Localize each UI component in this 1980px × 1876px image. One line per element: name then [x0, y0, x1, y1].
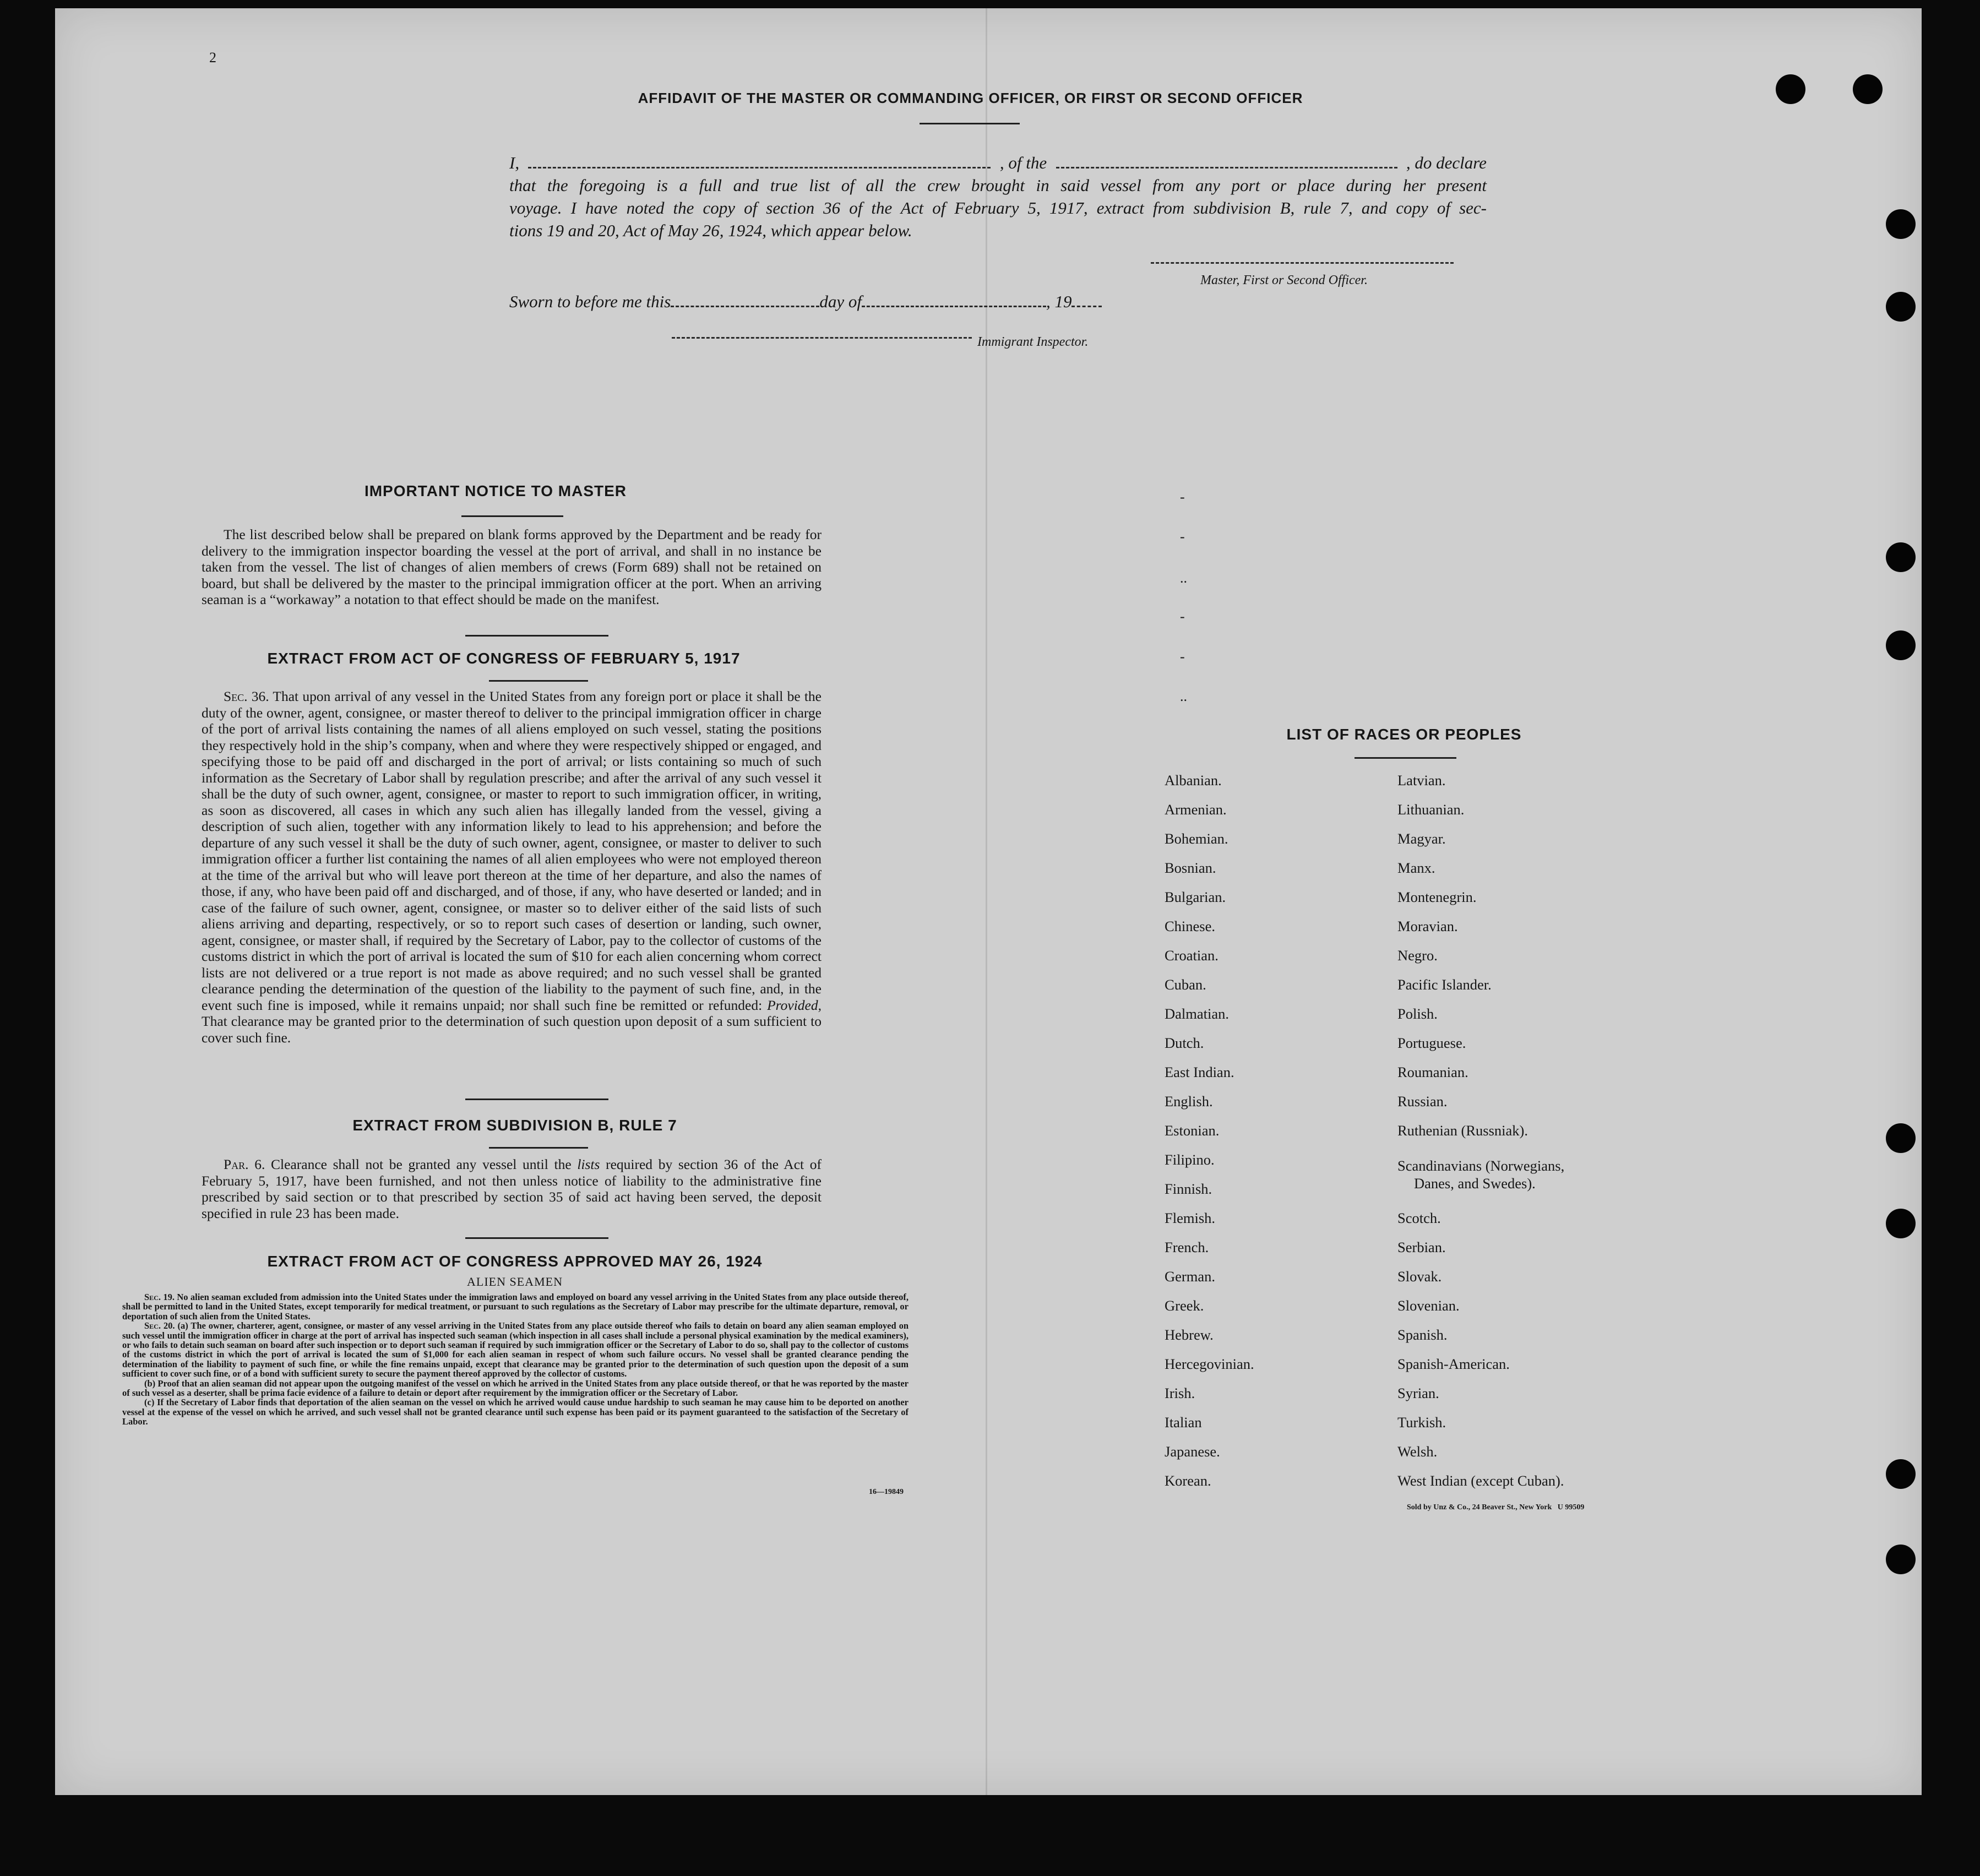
form-number: 16—19849 — [869, 1488, 904, 1496]
races-rule — [1355, 757, 1456, 759]
sworn-day: day of — [819, 292, 862, 311]
race-item: Chinese. — [1165, 918, 1215, 934]
race-item: Bulgarian. — [1165, 889, 1226, 905]
race-item: Ruthenian (Russniak). — [1397, 1122, 1528, 1139]
rule7-rule — [489, 1147, 588, 1149]
sworn-year-blank — [1071, 296, 1102, 307]
race-item: Bosnian. — [1165, 860, 1216, 876]
race-item: Manx. — [1397, 860, 1435, 876]
provided-label: Provided, — [767, 997, 822, 1013]
race-item: Spanish-American. — [1397, 1356, 1510, 1372]
race-item: Irish. — [1165, 1385, 1195, 1401]
sworn-year: , 19 — [1046, 292, 1072, 311]
rule7-text-a: Clearance shall not be granted any vessel until the — [271, 1156, 572, 1172]
race-item: West Indian (except Cuban). — [1397, 1472, 1564, 1489]
affidavit-line-2: that the foregoing is a full and true list of all the crew brought in said vessel from any port or place during her present — [509, 176, 1487, 195]
race-item: Slovenian. — [1397, 1297, 1460, 1314]
signature-caption: Master, First or Second Officer. — [1200, 273, 1368, 287]
race-item: Korean. — [1165, 1472, 1211, 1489]
punch-hole-1 — [1776, 74, 1805, 104]
sworn-line — [509, 292, 1102, 312]
race-item: English. — [1165, 1093, 1213, 1110]
race-item: Turkish. — [1397, 1414, 1446, 1431]
race-item: Latvian. — [1397, 772, 1446, 789]
race-item: Russian. — [1397, 1093, 1448, 1110]
punch-hole-10 — [1886, 1545, 1916, 1574]
inspector-line — [672, 337, 972, 339]
race-item: Syrian. — [1397, 1385, 1439, 1401]
race-item: Roumanian. — [1397, 1064, 1468, 1080]
affidavit-body — [509, 151, 1487, 242]
affidavit-of-the: , of the — [999, 153, 1047, 172]
extract-1917-heading: EXTRACT FROM ACT OF CONGRESS OF FEBRUARY 5, 1917 — [267, 650, 741, 667]
notice-heading: IMPORTANT NOTICE TO MASTER — [364, 482, 627, 499]
race-item: Croatian. — [1165, 947, 1219, 964]
vessel-blank — [1056, 157, 1397, 168]
race-item: Bohemian. — [1165, 830, 1228, 847]
sec20a-paragraph — [122, 1321, 909, 1378]
race-item: Serbian. — [1397, 1239, 1446, 1255]
notice-rule — [461, 515, 563, 517]
punch-hole-2 — [1853, 74, 1883, 104]
race-item: Japanese. — [1165, 1443, 1220, 1460]
name-blank — [528, 157, 991, 168]
race-item: Cuban. — [1165, 976, 1206, 993]
race-item: Danes, and Swedes). — [1414, 1175, 1536, 1192]
sworn-prefix: Sworn to before me this — [509, 292, 671, 311]
rule7-divider — [465, 1237, 608, 1239]
race-item: Italian — [1165, 1414, 1202, 1431]
affidavit-declare: , do declare — [1406, 153, 1487, 172]
sec36-text: That upon arrival of any vessel in the United States from any foreign port or place it shall be the duty of the owner, agent, consignee, or master thereof to deliver to the principal immigration officer in charge of the port of arrival lists containing the names of all aliens employed on such vessel, stating the positions they respectively hold in the ship’s company, when and where they were respectively shipped or engaged, and specifying those to be paid off and discharged in the port of arrival; or lists containing so much of such information as the Secretary of Labor shall by regulation prescribe; and after the arrival of any such vessel it shall be the duty of such owner, agent, consignee, or master to report to such immigration officer, in writing, as soon as discovered, all cases in which any such alien has illegally landed from the vessel, giving a description of such alien, together with any information likely to lead to his apprehension; and before the departure of any such vessel it shall be the duty of such owner, agent, consignee, or master to deliver to such immigration officer a further list containing the names of all alien employees who were not employed thereon at the time of the arrival but who will leave port thereon at the time of her departure, and also the names of those, if any, who have been paid off and discharged, and of those, if any, who have deserted or landed; and in case of the failure of such owner, agent, consignee, or master so to deliver either of the said lists of such aliens arriving and departing, respectively, or so to report such cases of desertion or landing, such owner, agent, consignee, or master shall, if required by the Secretary of Labor, pay to the collector of customs of the customs district in which the port of arrival is located the sum of $10 for each alien concerning whom correct lists are not delivered or a true report is not made as above required; and no such vessel shall be granted clearance pending the determination of the question of the liability to the payment of such fine, and, in the event such fine is imposed, while it remains unpaid; nor shall such fine be remitted or refunded: — [202, 688, 822, 1013]
sworn-month-blank — [862, 296, 1046, 307]
lists-word: lists — [577, 1156, 600, 1172]
extract-1924-heading: EXTRACT FROM ACT OF CONGRESS APPROVED MAY 26, 1924 — [267, 1253, 763, 1270]
race-item: Montenegrin. — [1397, 889, 1477, 905]
punch-hole-5 — [1886, 542, 1916, 572]
sec19-paragraph — [122, 1292, 909, 1321]
race-item: Pacific Islander. — [1397, 976, 1492, 993]
inspector-caption: Immigrant Inspector. — [977, 335, 1089, 349]
race-item: Slovak. — [1397, 1268, 1442, 1285]
signature-line — [1151, 262, 1454, 264]
race-item: East Indian. — [1165, 1064, 1234, 1080]
extract-1924-text — [122, 1292, 909, 1427]
sec20c-text: (c) If the Secretary of Labor finds that deportation of the alien seaman on the vessel on which he arrived would cause undue hardship to such seaman he may cause him to be deported on another vessel at the expense of the vessel on which he arrived, and such vessel shall not be granted clearance until such expense has been paid or its payment guaranteed to the satisfaction of the Secretary of Labor. — [122, 1397, 909, 1427]
race-item: Greek. — [1165, 1297, 1204, 1314]
sec20a-text: (a) The owner, charterer, agent, consignee, or master of any vessel arriving in the United States from any place outside thereof who fails to detain on board any alien seaman employed on such vessel until the immigration officer in charge at the port of arrival has inspected such seaman (which inspection in all cases shall include a personal physical examination by the medical examiners), or who fails to detain such seaman on board after such inspection or to deport such seaman if required by such immigration officer or the Secretary of Labor to do so, shall pay to the collector of customs of the customs district in which the port of arrival is located the sum of $1,000 for each alien seaman in respect of whom such failure occurs. No vessel shall be granted clearance pending the determination of the liability to payment of such fine, or while the fine remains unpaid, except that clearance may be granted prior to the determination of such question upon the deposit of a sum sufficient to cover such fine, or of a bond with sufficient surety to secure the payment thereof approved by the collector of customs. — [122, 1320, 909, 1379]
race-item: Portuguese. — [1397, 1035, 1466, 1051]
notice-divider — [465, 635, 608, 637]
punch-hole-9 — [1886, 1459, 1916, 1489]
extract-1917-divider — [465, 1099, 608, 1100]
punch-hole-7 — [1886, 1123, 1916, 1153]
extract-1917-rule — [489, 680, 588, 682]
sworn-day-blank — [671, 296, 819, 307]
sec36-text-end: That clearance may be granted prior to the determination of such question upon deposit of a sum sufficient to cover such fine. — [202, 1013, 822, 1046]
page-fold — [986, 8, 987, 1795]
race-item: Armenian. — [1165, 801, 1227, 818]
race-item: Estonian. — [1165, 1122, 1220, 1139]
sec36-label: Sec. 36. — [224, 688, 269, 704]
race-item: Polish. — [1397, 1005, 1438, 1022]
race-item: Dalmatian. — [1165, 1005, 1229, 1022]
corner-mark: 2 — [209, 50, 216, 66]
race-item: Filipino. — [1165, 1151, 1215, 1168]
race-item: Welsh. — [1397, 1443, 1438, 1460]
rule7-text — [202, 1156, 822, 1221]
affidavit-title: AFFIDAVIT OF THE MASTER OR COMMANDING OFFICER, OR FIRST OR SECOND OFFICER — [638, 90, 1303, 106]
punch-hole-3 — [1886, 209, 1916, 239]
sec20b-text: (b) Proof that an alien seaman did not appear upon the outgoing manifest of the vessel on which he arrived in the United States from any place outside thereof, or that he was reported by the master of such vessel as a deserter, shall be prima facie evidence of a failure to detain or deport after requirement by the immigration officer or the Secretary of Labor. — [122, 1378, 909, 1399]
punch-hole-6 — [1886, 630, 1916, 660]
sec20-label: Sec. 20. — [144, 1320, 175, 1331]
affidavit-i: I, — [509, 153, 520, 172]
notice-text: The list described below shall be prepared on blank forms approved by the Department and be ready for delivery to the immigration inspector boarding the vessel at the port of arrival, and shall in no instance be taken from the vessel. The list of changes of alien members of crews (Form 689) shall not be retained on board, but shall be delivered by the master to the principal immigration officer at the port. When an arriving seaman is a “workaway” a notation to that effect should be made on the manifest. — [202, 526, 822, 607]
par6-label: Par. 6. — [224, 1156, 265, 1172]
race-item: French. — [1165, 1239, 1209, 1255]
sec19-text: No alien seaman excluded from admission into the United States under the immigration laws and employed on board any vessel arriving in the United States from any place outside thereof, shall be permitted to land in the United States, except temporarily for medical treatment, or pursuant to such regulations as the Secretary of Labor may prescribe for the ultimate departure, removal, or deportation of such alien from the United States. — [122, 1292, 909, 1322]
race-item: Albanian. — [1165, 772, 1222, 789]
race-item: Magyar. — [1397, 830, 1446, 847]
race-item: Hercegovinian. — [1165, 1356, 1254, 1372]
race-item: Moravian. — [1397, 918, 1458, 934]
race-item: Scotch. — [1397, 1210, 1441, 1226]
punch-hole-8 — [1886, 1209, 1916, 1238]
race-item: Spanish. — [1397, 1326, 1448, 1343]
races-heading: LIST OF RACES OR PEOPLES — [1286, 726, 1522, 743]
printer-note: Sold by Unz & Co., 24 Beaver St., New York U 99509 — [1407, 1503, 1585, 1511]
race-item: German. — [1165, 1268, 1215, 1285]
affidavit-title-rule — [920, 123, 1020, 124]
race-item: Hebrew. — [1165, 1326, 1214, 1343]
affidavit-line-4: tions 19 and 20, Act of May 26, 1924, which appear below. — [509, 221, 912, 240]
sec19-label: Sec. 19. — [144, 1292, 175, 1302]
rule7-text-b: required by section 36 of the Act of February 5, 1917, have been furnished, and not then unless notice of liability to the administrative fine prescribed by said section or to that prescribed by section 35 of said act having been served, the deposit specified in rule 23 has been made. — [202, 1156, 822, 1221]
extract-1917-text — [202, 688, 822, 1046]
affidavit-line-3: voyage. I have noted the copy of section 36 of the Act of February 5, 1917, extract from subdivision B, rule 7, and copy of sec- — [509, 198, 1487, 217]
race-item: Scandinavians (Norwegians, — [1397, 1157, 1565, 1174]
race-item: Finnish. — [1165, 1181, 1212, 1197]
race-item: Dutch. — [1165, 1035, 1204, 1051]
race-item: Flemish. — [1165, 1210, 1216, 1226]
rule7-heading: EXTRACT FROM SUBDIVISION B, RULE 7 — [352, 1117, 677, 1134]
race-item: Negro. — [1397, 947, 1438, 964]
punch-hole-4 — [1886, 292, 1916, 322]
race-item: Lithuanian. — [1397, 801, 1465, 818]
alien-seamen-subheading: ALIEN SEAMEN — [467, 1275, 563, 1288]
